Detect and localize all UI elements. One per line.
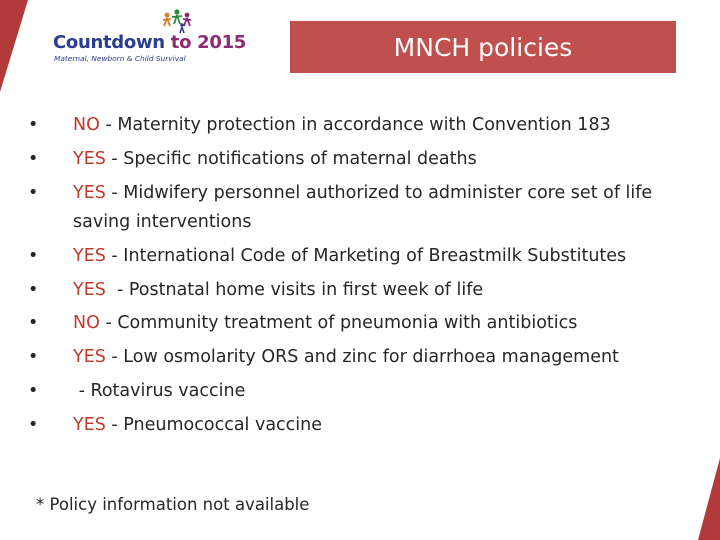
bullet-dot: •	[28, 347, 39, 368]
policy-item	[28, 145, 692, 174]
policy-status: YES	[73, 245, 106, 266]
policy-list	[28, 111, 692, 445]
title-banner	[290, 21, 676, 73]
policy-item	[28, 111, 692, 140]
bullet-dot: •	[28, 415, 39, 436]
bullet-dot: •	[28, 381, 39, 402]
people-figures-icon	[160, 8, 196, 34]
policy-item	[28, 276, 692, 305]
policy-item	[28, 242, 692, 271]
bullet-dot: •	[28, 148, 39, 169]
corner-accent-bottom-right	[698, 458, 720, 540]
policy-text: - Postnatal home visits in first week of life	[105, 279, 484, 300]
policy-text: - International Code of Marketing of Breastmilk Substitutes	[105, 245, 627, 266]
footnote: * Policy information not available	[36, 495, 310, 514]
policy-text: - Low osmolarity ORS and zinc for diarrhoea management	[105, 347, 619, 368]
policy-text: - Rotavirus vaccine	[73, 381, 246, 402]
logo-name: Countdown	[53, 32, 171, 53]
policy-status: NO	[73, 115, 100, 135]
policy-text: - Midwifery personnel authorized to administer core set of life saving interventions	[73, 182, 658, 232]
policy-item	[28, 179, 692, 237]
policy-item	[28, 309, 692, 338]
policy-text: - Community treatment of pneumonia with antibiotics	[99, 313, 578, 334]
corner-accent-top-left	[0, 0, 28, 92]
bullet-dot: •	[28, 115, 39, 135]
policy-text: - Pneumococcal vaccine	[105, 415, 323, 436]
bullet-dot: •	[28, 279, 39, 300]
logo-tagline: Maternal, Newborn & Child Survival	[54, 54, 186, 63]
policy-text: - Maternity protection in accordance with Convention 183	[99, 115, 611, 135]
policy-status: YES	[73, 279, 106, 300]
policy-status: YES	[73, 347, 106, 368]
logo-wordmark	[53, 32, 246, 53]
bullet-dot: •	[28, 313, 39, 334]
bullet-dot: •	[28, 245, 39, 266]
slide-title: MNCH policies	[393, 32, 573, 62]
policy-text: - Specific notifications of maternal deaths	[105, 148, 477, 169]
policy-status: YES	[73, 148, 106, 169]
bullet-dot: •	[28, 182, 39, 203]
policy-status: YES	[73, 415, 106, 436]
policy-item	[28, 343, 692, 372]
policy-item	[28, 377, 692, 406]
policy-status: NO	[73, 313, 100, 334]
countdown-logo	[50, 8, 247, 68]
policy-status: YES	[73, 182, 106, 203]
logo-year: to 2015	[170, 32, 247, 53]
policy-item	[28, 411, 692, 440]
